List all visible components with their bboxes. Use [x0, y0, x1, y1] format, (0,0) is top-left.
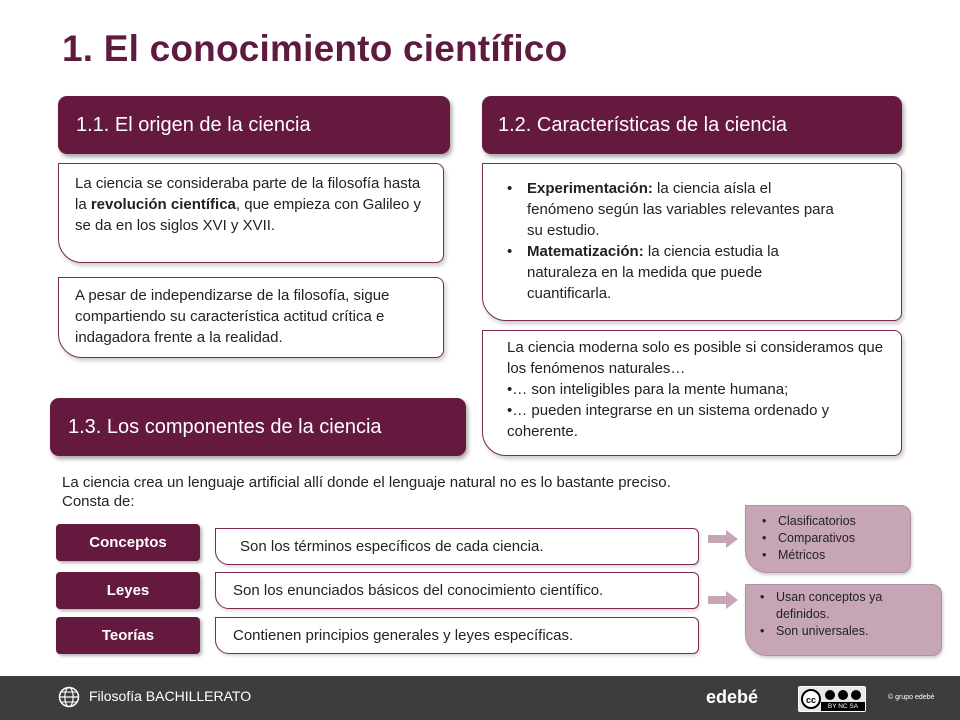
component-concepts-button[interactable]: Conceptos — [56, 524, 200, 561]
component-concepts-description: Son los términos específicos de cada ciencia. — [215, 528, 699, 565]
section-header-components — [50, 398, 466, 456]
origin-text-box: La ciencia se consideraba parte de la filosofía hasta la revolución científica, que empieza con Galileo y se da en los siglos XVI y XVII. — [58, 163, 444, 263]
copyright-text: © grupo edebé — [888, 694, 935, 701]
list-item: • Son universales. — [756, 623, 911, 640]
cc-license-icon: cc BY NC SA — [798, 686, 866, 712]
globe-icon — [58, 686, 80, 708]
section-header-components-label: 1.3. Los componentes de la ciencia — [68, 415, 382, 438]
arrow-right-icon — [708, 530, 738, 548]
component-laws-button[interactable]: Leyes — [56, 572, 200, 609]
section-header-characteristics — [482, 96, 902, 154]
component-theories-description: Contienen principios generales y leyes específicas. — [215, 617, 699, 654]
component-theories-button[interactable]: Teorías — [56, 617, 200, 654]
scientific-revolution-term: revolución científica — [90, 196, 236, 213]
characteristics-list — [501, 178, 841, 304]
list-item: • Matematización: la ciencia estudia la naturaleza en la medida que puede cuantificarla. — [501, 241, 841, 304]
modern-science-box — [482, 330, 902, 456]
independence-text-box: A pesar de independizarse de la filosofía, sigue compartiendo su característica actitud crítica e indagadora frente a la realidad. — [58, 277, 444, 358]
arrow-right-icon — [708, 591, 738, 609]
svg-text:cc: cc — [805, 695, 817, 705]
page-title: 1. El conocimiento científico — [62, 28, 568, 69]
list-item: • Comparativos — [758, 530, 906, 547]
component-laws-description: Son los enunciados básicos del conocimiento científico. — [215, 572, 699, 609]
section-header-origin — [58, 96, 450, 154]
list-item: • Experimentación: la ciencia aísla el fenómeno según las variables relevantes para su estudio. — [501, 178, 841, 241]
footer-course-title: Filosofía BACHILLERATO — [89, 688, 252, 704]
edebe-logo: edebé — [706, 687, 759, 707]
list-item: • Métricos — [758, 547, 906, 564]
components-intro: La ciencia crea un lenguaje artificial allí donde el lenguaje natural no es lo bastante preciso. Consta de: — [62, 474, 671, 510]
characteristics-list-box — [482, 163, 902, 321]
concept-types-box — [745, 505, 911, 573]
section-header-origin-label: 1.1. El origen de la ciencia — [76, 113, 311, 136]
section-header-characteristics-label: 1.2. Características de la ciencia — [498, 113, 788, 136]
list-item: •… son inteligibles para la mente humana; — [507, 381, 789, 398]
list-item: • Usan conceptos ya definidos. — [756, 589, 911, 623]
list-item: •… pueden integrarse en un sistema ordenado y coherente. — [507, 402, 830, 440]
law-features-box — [745, 584, 942, 656]
modern-science-intro: La ciencia moderna solo es posible si consideramos que los fenómenos naturales… — [507, 339, 884, 377]
list-item: • Clasificatorios — [758, 513, 906, 530]
